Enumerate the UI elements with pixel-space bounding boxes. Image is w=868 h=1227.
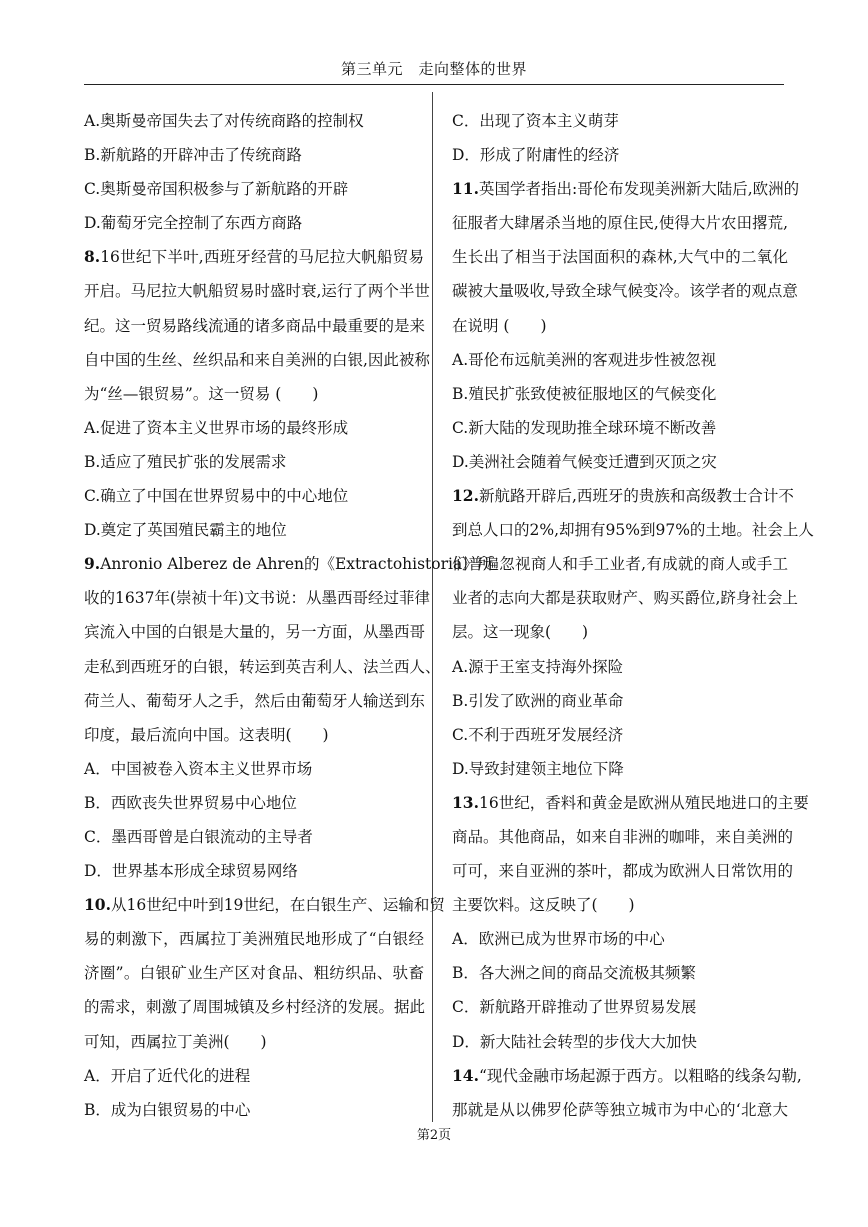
question-line — [84, 547, 494, 581]
text-line — [452, 650, 788, 684]
unit-title: 第三单元 走向整体的世界 — [340, 60, 527, 78]
text-line — [452, 240, 788, 274]
line-text: 那就是从以佛罗伦萨等独立城市为中心的‘北意大 — [452, 1100, 788, 1119]
question-line — [84, 888, 445, 922]
text-line — [84, 445, 424, 479]
line-text: 宾流入中国的白银是大量的，另一方面，从墨西哥 — [84, 623, 426, 642]
text-line — [84, 581, 431, 615]
column-divider — [432, 92, 433, 1122]
text-line — [452, 854, 794, 888]
line-text: 荷兰人、葡萄牙人之手，然后由葡萄牙人输送到东 — [84, 691, 426, 710]
text-line — [452, 1093, 788, 1127]
text-line — [452, 104, 788, 138]
line-text: D.美洲社会随着气候变迁遭到灭顶之灾 — [452, 452, 717, 471]
line-text: 可知，西属拉丁美洲( ) — [84, 1032, 267, 1051]
page-footer — [0, 1124, 868, 1143]
text-line — [452, 547, 788, 581]
text-line — [84, 343, 430, 377]
text-line — [84, 718, 424, 752]
question-number: 12. — [452, 486, 479, 506]
question-number: 14. — [452, 1065, 479, 1085]
line-text: 征服者大肆屠杀当地的原住民,使得大片农田撂荒, — [452, 214, 788, 233]
text-line — [452, 684, 788, 718]
line-text: B.殖民扩张致使被征服地区的气候变化 — [452, 384, 717, 403]
line-text: A.促进了资本主义世界市场的最终形成 — [84, 418, 349, 437]
text-line — [84, 786, 424, 820]
line-text: C.不利于西班牙发展经济 — [452, 725, 624, 744]
text-line — [84, 206, 424, 240]
line-text: 主要饮料。这反映了( ) — [452, 896, 635, 915]
text-line — [452, 309, 788, 343]
text-line — [452, 445, 788, 479]
line-text: A．欧洲已成为世界市场的中心 — [452, 930, 665, 949]
line-text: 自中国的生丝、丝织品和来自美洲的白银,因此被称 — [84, 350, 430, 369]
line-text: 开启。马尼拉大帆船贸易时盛时衰,运行了两个半世 — [84, 282, 430, 301]
text-line — [452, 513, 814, 547]
line-text: 商品。其他商品，如来自非洲的咖啡，来自美洲的 — [452, 827, 794, 846]
line-text: D.奠定了英国殖民霸主的地位 — [84, 521, 287, 540]
line-text: B.适应了殖民扩张的发展需求 — [84, 452, 287, 471]
text-line — [452, 752, 788, 786]
line-text: 碳被大量吸收,导致全球气候变冷。该学者的观点意 — [452, 282, 798, 301]
text-line — [452, 377, 788, 411]
question-line — [452, 1059, 802, 1093]
text-line — [452, 888, 788, 922]
text-line — [84, 684, 424, 718]
line-text: 业者的志向大都是获取财产、购买爵位,跻身社会上 — [452, 589, 798, 608]
line-text: 16世纪下半叶,西班牙经营的马尼拉大帆船贸易 — [100, 248, 424, 267]
line-text: A.奥斯曼帝国失去了对传统商路的控制权 — [84, 112, 364, 130]
line-text: 为“丝—银贸易”。这一贸易 ( ) — [84, 384, 319, 403]
question-line — [84, 240, 424, 274]
text-line — [452, 138, 788, 172]
line-text: D.导致封建领主地位下降 — [452, 759, 624, 778]
text-line — [452, 990, 788, 1024]
line-text: C．墨西哥曾是白银流动的主导者 — [84, 827, 313, 846]
line-text: D．世界基本形成全球贸易网络 — [84, 862, 298, 881]
line-text: 印度，最后流向中国。这表明( ) — [84, 725, 329, 744]
text-line — [452, 1025, 788, 1059]
text-line — [84, 309, 424, 343]
text-line — [84, 650, 441, 684]
line-text: 层。这一现象( ) — [452, 623, 589, 642]
text-line — [84, 922, 424, 956]
right-column — [452, 104, 814, 1127]
text-line — [84, 615, 424, 649]
text-line — [84, 274, 430, 308]
line-text: A．中国被卷入资本主义世界市场 — [84, 759, 313, 778]
page-header — [84, 58, 784, 85]
text-line — [452, 615, 788, 649]
line-text: 从16世纪中叶到19世纪，在白银生产、运输和贸 — [110, 896, 445, 915]
line-text: D．形成了附庸性的经济 — [452, 146, 620, 165]
text-line — [452, 956, 788, 990]
text-line — [452, 581, 798, 615]
line-text: 的需求，刺激了周围城镇及乡村经济的发展。据此 — [84, 998, 426, 1017]
line-text: D.葡萄牙完全控制了东西方商路 — [84, 214, 303, 233]
text-line — [84, 1025, 424, 1059]
text-line — [84, 172, 424, 206]
text-line — [452, 343, 788, 377]
line-text: 们普遍忽视商人和手工业者,有成就的商人或手工 — [452, 555, 788, 574]
page-number: 第2页 — [416, 1128, 452, 1143]
text-line — [84, 138, 424, 172]
line-text: C.新大陆的发现助推全球环境不断改善 — [452, 418, 717, 437]
line-text: A．开启了近代化的进程 — [84, 1066, 251, 1085]
text-line — [84, 854, 424, 888]
question-number: 11. — [452, 179, 479, 199]
question-number: 9. — [84, 554, 101, 574]
line-text: A.哥伦布远航美洲的客观进步性被忽视 — [452, 350, 717, 369]
text-line — [84, 1059, 424, 1093]
line-text: C．新航路开辟推动了世界贸易发展 — [452, 998, 697, 1017]
line-text: 易的刺激下，西属拉丁美洲殖民地形成了“白银经 — [84, 930, 424, 949]
line-text: C.确立了中国在世界贸易中的中心地位 — [84, 487, 349, 506]
text-line — [84, 513, 424, 547]
line-text: 纪。这一贸易路线流通的诸多商品中最重要的是来 — [84, 316, 426, 335]
line-text: C.奥斯曼帝国积极参与了新航路的开辟 — [84, 180, 349, 199]
text-line — [84, 104, 424, 138]
text-line — [84, 1093, 424, 1127]
line-text: 生长出了相当于法国面积的森林,大气中的二氧化 — [452, 248, 788, 267]
line-text: 英国学者指出:哥伦布发现美洲新大陆后,欧洲的 — [478, 180, 800, 199]
text-line — [452, 718, 788, 752]
question-line — [452, 786, 809, 820]
line-text: D．新大陆社会转型的步伐大大加快 — [452, 1032, 697, 1051]
line-text: 走私到西班牙的白银，转运到英吉利人、法兰西人、 — [84, 657, 441, 676]
question-line — [452, 479, 794, 513]
line-text: 在说明 ( ) — [452, 316, 547, 335]
line-text: B．西欧丧失世界贸易中心地位 — [84, 793, 297, 812]
text-line — [452, 274, 798, 308]
line-text: B．成为白银贸易的中心 — [84, 1100, 251, 1119]
line-text: 新航路开辟后,西班牙的贵族和高级教士合计不 — [478, 487, 794, 506]
text-line — [452, 922, 788, 956]
text-line — [84, 990, 424, 1024]
line-text: “现代金融市场起源于西方。以粗略的线条勾勒, — [478, 1066, 802, 1085]
text-line — [84, 956, 424, 990]
question-number: 10. — [84, 895, 111, 915]
text-line — [452, 820, 794, 854]
text-line — [84, 479, 424, 513]
question-line — [452, 172, 800, 206]
text-line — [84, 752, 424, 786]
text-line — [84, 411, 424, 445]
question-number: 13. — [452, 792, 479, 812]
line-text: 可可，来自亚洲的茶叶，都成为欧洲人日常饮用的 — [452, 862, 794, 881]
line-text: 济圈”。白银矿业生产区对食品、粗纺织品、驮畜 — [84, 964, 424, 983]
line-text: 收的1637年(崇祯十年)文书说：从墨西哥经过菲律 — [84, 589, 431, 608]
text-line — [452, 206, 788, 240]
line-text: B．各大洲之间的商品交流极其频繁 — [452, 964, 696, 983]
line-text: B.新航路的开辟冲击了传统商路 — [84, 146, 302, 165]
line-text: Anronio Alberez de Ahren的《Extractohistoria》所 — [100, 555, 494, 574]
text-line — [84, 377, 424, 411]
line-text: 16世纪，香料和黄金是欧洲从殖民地进口的主要 — [478, 793, 809, 812]
line-text: A.源于王室支持海外探险 — [452, 657, 624, 676]
text-line — [84, 820, 424, 854]
line-text: C．出现了资本主义萌芽 — [452, 112, 619, 130]
text-line — [452, 411, 788, 445]
line-text: B.引发了欧洲的商业革命 — [452, 691, 624, 710]
question-number: 8. — [84, 247, 101, 267]
line-text: 到总人口的2%,却拥有95%到97%的土地。社会上人 — [452, 521, 814, 540]
